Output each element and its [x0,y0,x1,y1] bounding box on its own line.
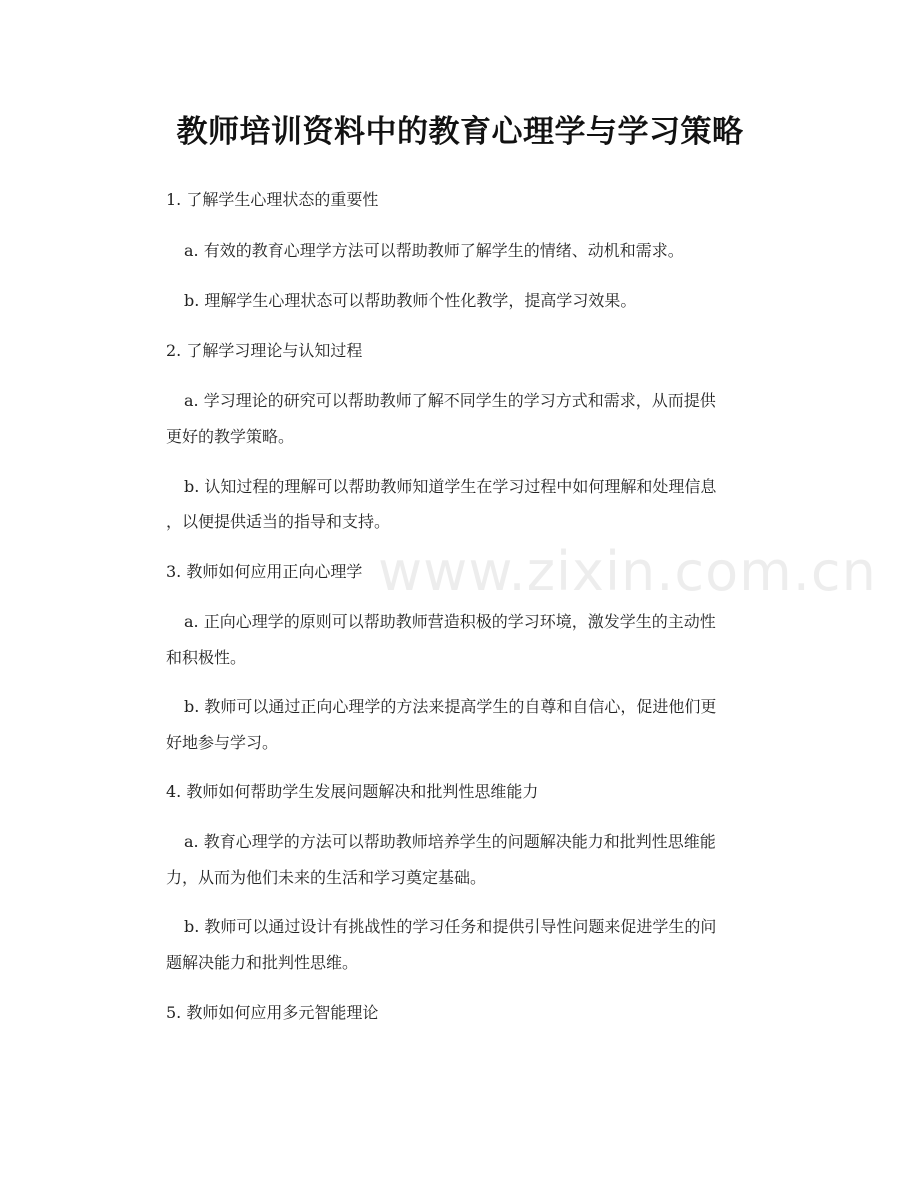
section-heading-1: 1. 了解学生心理状态的重要性 [166,190,379,209]
page-title: 教师培训资料中的教育心理学与学习策略 [176,114,744,150]
section-2-item-a-line-1: a. 学习理论的研究可以帮助教师了解不同学生的学习方式和需求，从而提供 [184,391,716,410]
section-3-item-a-line-2: 和积极性。 [166,648,247,667]
section-4-item-a-line-2: 力，从而为他们未来的生活和学习奠定基础。 [166,868,487,887]
section-4-item-a-line-1: a. 教育心理学的方法可以帮助教师培养学生的问题解决能力和批判性思维能 [184,832,716,851]
section-2-item-a-line-2: 更好的教学策略。 [166,427,295,446]
section-heading-4: 4. 教师如何帮助学生发展问题解决和批判性思维能力 [166,782,539,801]
section-2-item-b-line-2: ，以便提供适当的指导和支持。 [166,512,391,531]
section-heading-5: 5. 教师如何应用多元智能理论 [166,1003,379,1022]
section-4-item-b-line-2: 题解决能力和批判性思维。 [166,953,359,972]
watermark: www.zixin.com.cn [378,540,877,603]
section-3-item-b-line-2: 好地参与学习。 [166,733,279,752]
section-4-item-b-line-1: b. 教师可以通过设计有挑战性的学习任务和提供引导性问题来促进学生的问 [184,917,717,936]
section-heading-2: 2. 了解学习理论与认知过程 [166,341,363,360]
section-2-item-b-line-1: b. 认知过程的理解可以帮助教师知道学生在学习过程中如何理解和处理信息 [184,477,717,496]
section-1-item-a-line-1: a. 有效的教育心理学方法可以帮助教师了解学生的情绪、动机和需求。 [184,241,684,260]
section-3-item-a-line-1: a. 正向心理学的原则可以帮助教师营造积极的学习环境，激发学生的主动性 [184,612,716,631]
section-3-item-b-line-1: b. 教师可以通过正向心理学的方法来提高学生的自尊和自信心，促进他们更 [184,697,717,716]
section-1-item-b-line-1: b. 理解学生心理状态可以帮助教师个性化教学，提高学习效果。 [184,291,637,310]
section-heading-3: 3. 教师如何应用正向心理学 [166,562,363,581]
